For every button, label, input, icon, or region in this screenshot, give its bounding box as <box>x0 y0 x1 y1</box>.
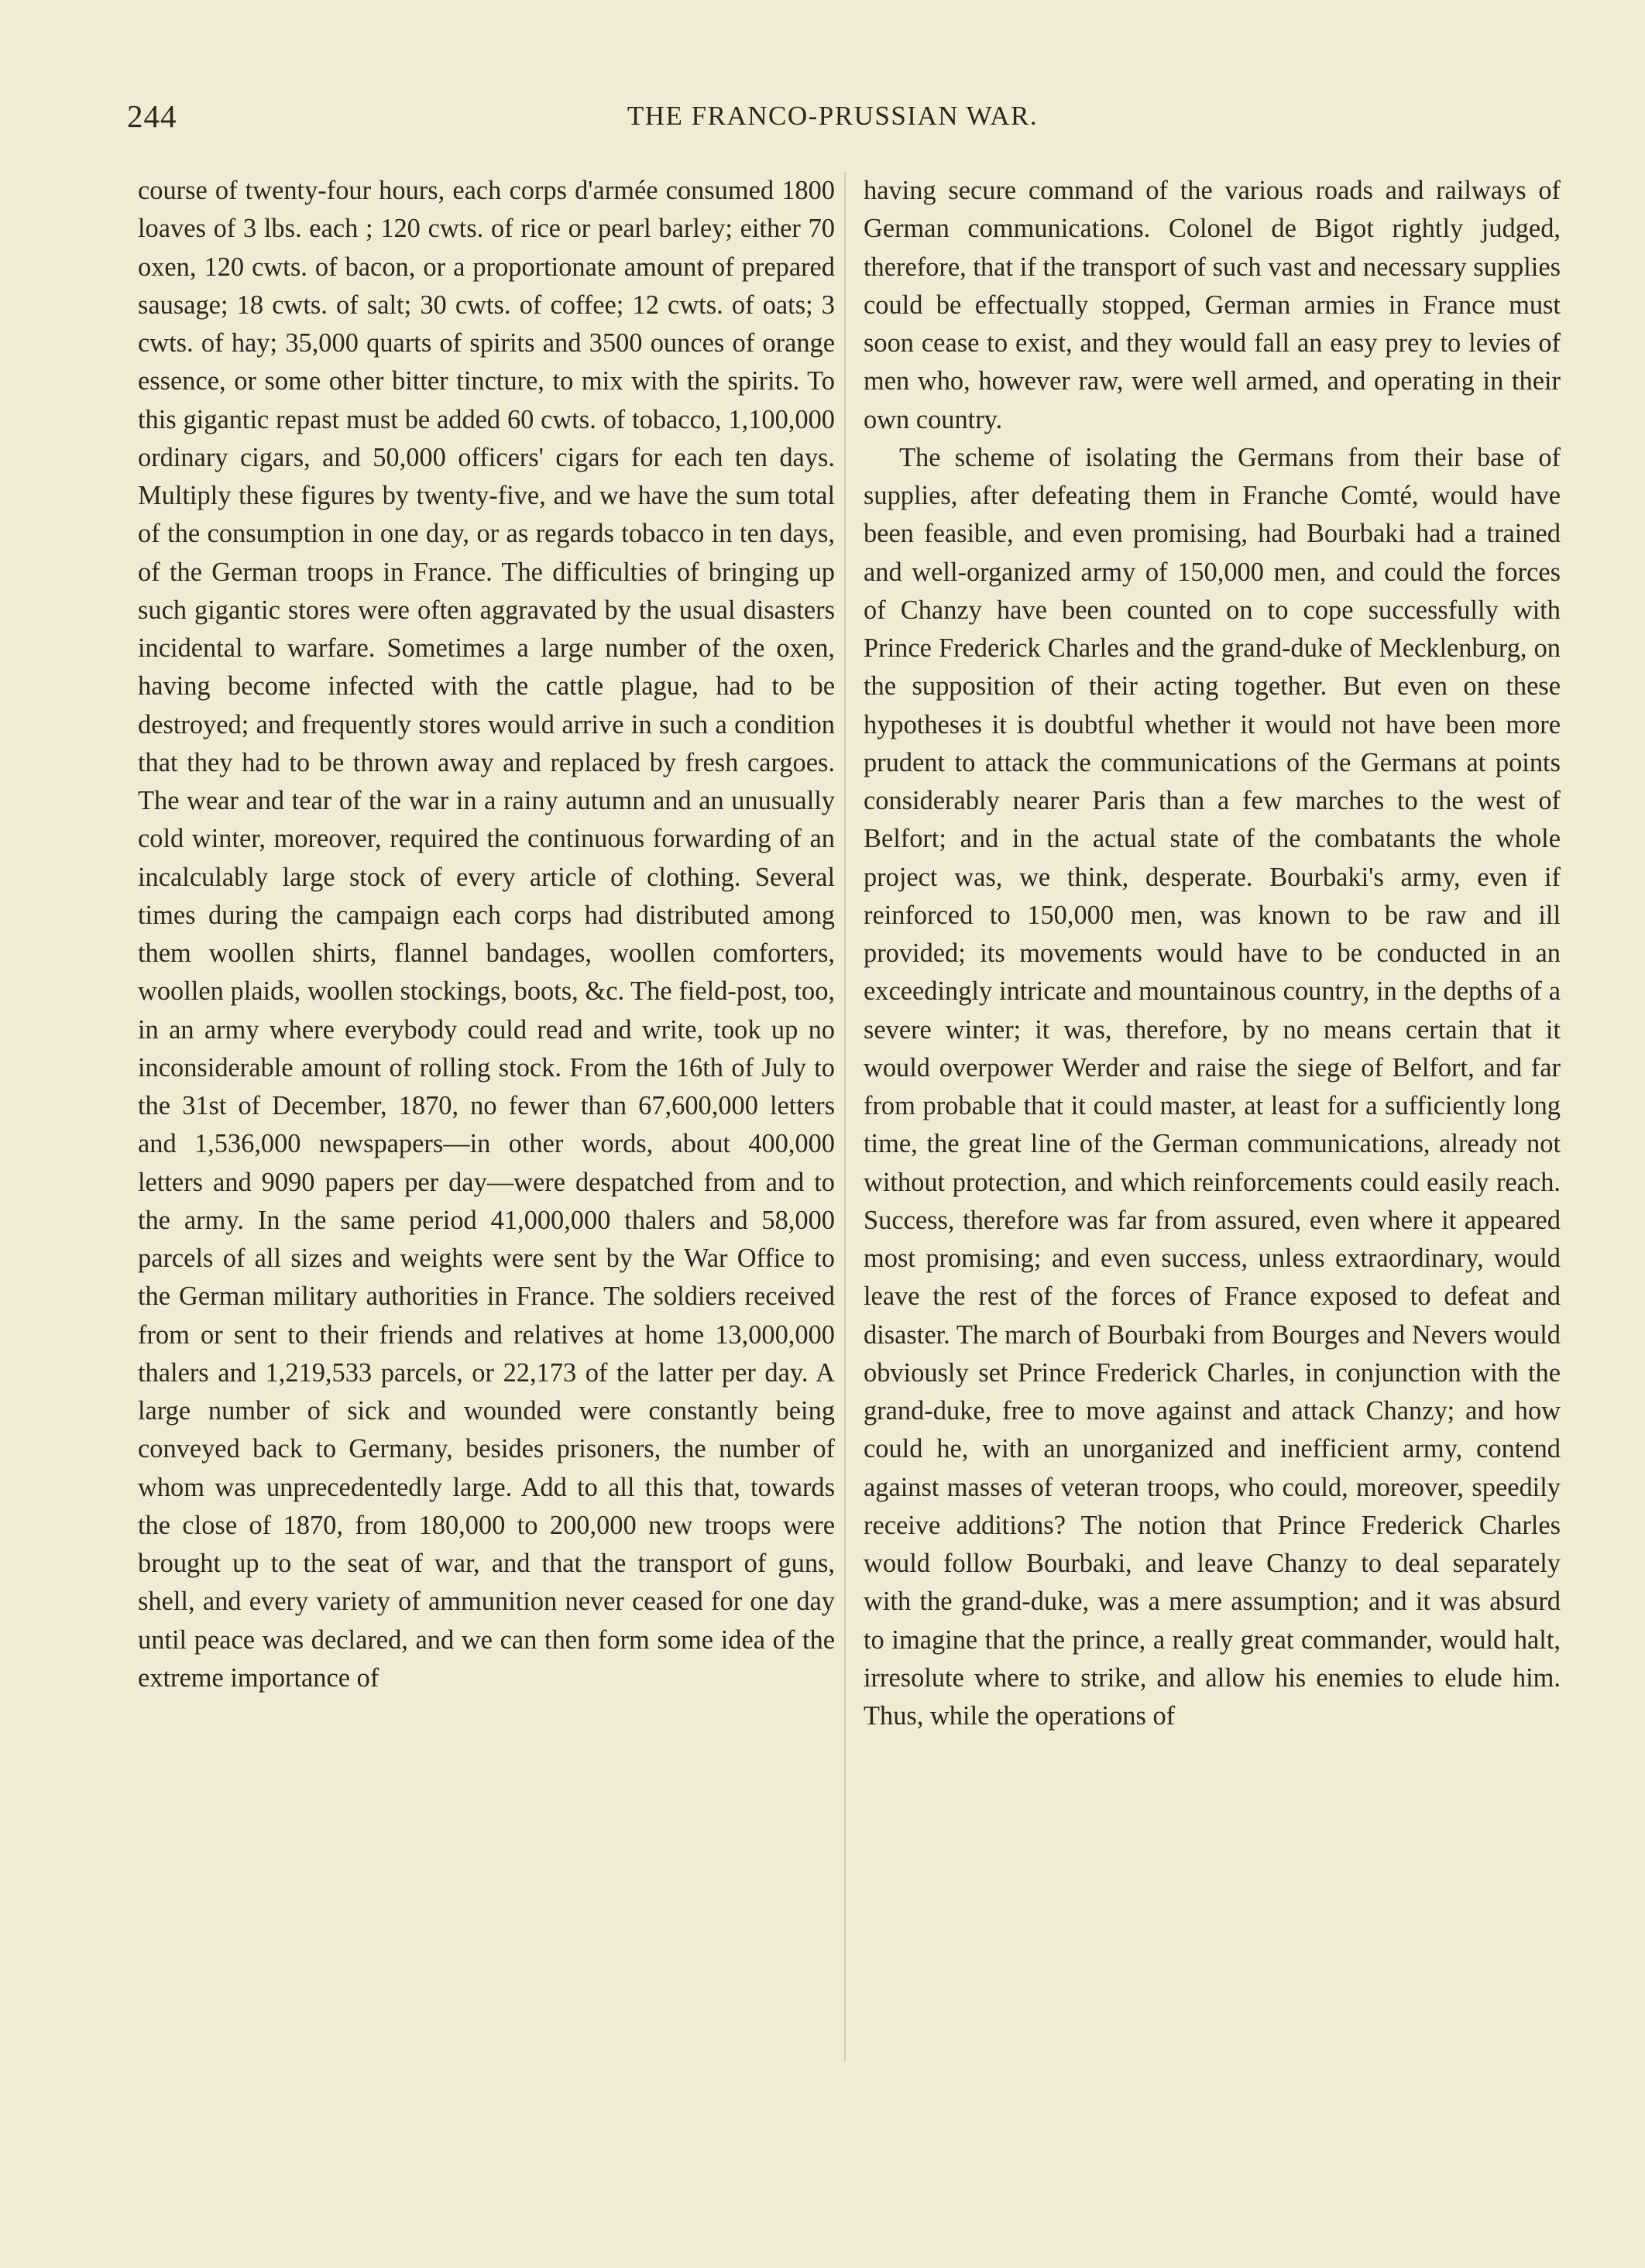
right-paragraph-1: having secure command of the various roads and railways of German communications. Colonel de Bigot rightly judged, therefore, that if the transport of such vast and necessary supplies could be effectually stopped, German armies in France must soon cease to exist, and they would fall an easy prey to levies of men who, however raw, were well armed, and operating in their own country. <box>864 176 1561 434</box>
running-title: THE FRANCO-PRUSSIAN WAR. <box>627 101 1039 131</box>
right-paragraph-2: The scheme of isolating the Germans from their base of supplies, after defeating them in Franche Comté, would have been feasible, and even promising, had Bourbaki had a trained and well-organized army of 150,000 men, and could the forces of Chanzy have been counted on to cope successfully with Prince Frederick Charles and the grand-duke of Mecklenburg, on the supposition of their acting together. But even on these hypotheses it is doubtful whether it would not have been more prudent to attack the communications of the Germans at points considerably nearer Paris than a few marches to the west of Belfort; and in the actual state of the combatants the whole project was, we think, desperate. Bourbaki's army, even if reinforced to 150,000 men, was known to be raw and ill provided; its movements would have to be conducted in an exceedingly intricate and mountainous country, in the depths of a severe winter; it was, therefore, by no means certain that it would overpower Werder and raise the siege of Belfort, and far from probable that it could master, at least for a sufficiently long time, the great line of the German communications, already not without protection, and which reinforcements could easily reach. Success, therefore was far from assured, even where it appeared most promising; and even success, unless extraordinary, would leave the rest of the forces of France exposed to defeat and disaster. The march of Bourbaki from Bourges and Nevers would obviously set Prince Frederick Charles, in conjunction with the grand-duke, free to move against and attack Chanzy; and how could he, with an unorganized and inefficient army, contend against masses of veteran troops, who could, moreover, speedily receive additions? The notion that Prince Frederick Charles would follow Bourbaki, and leave Chanzy to deal separately with the grand-duke, was a mere assumption; and it was absurd to imagine that the prince, a really great commander, would halt, irresolute where to strike, and allow his enemies to elude him. Thus, while the operations of <box>864 442 1561 1731</box>
left-column <box>138 172 835 1697</box>
left-paragraph-1: course of twenty-four hours, each corps d'armée consumed 1800 loaves of 3 lbs. each ; 120 cwts. of rice or pearl barley; either 70 oxen, 120 cwts. of bacon, or a proportionate amount of prepared sausage; 18 cwts. of salt; 30 cwts. of coffee; 12 cwts. of oats; 3 cwts. of hay; 35,000 quarts of spirits and 3500 ounces of orange essence, or some other bitter tincture, to mix with the spirits. To this gigantic repast must be added 60 cwts. of tobacco, 1,100,000 ordinary cigars, and 50,000 officers' cigars for each ten days. Multiply these figures by twenty-five, and we have the sum total of the consumption in one day, or as regards tobacco in ten days, of the German troops in France. The difficulties of bringing up such gigantic stores were often aggravated by the usual disasters incidental to warfare. Sometimes a large number of the oxen, having become infected with the cattle plague, had to be destroyed; and frequently stores would arrive in such a condition that they had to be thrown away and replaced by fresh cargoes. The wear and tear of the war in a rainy autumn and an unusually cold winter, moreover, required the continuous forwarding of an incalculably large stock of every article of clothing. Several times during the campaign each corps had distributed among them woollen shirts, flannel bandages, woollen comforters, woollen plaids, woollen stockings, boots, &c. The field-post, too, in an army where everybody could read and write, took up no inconsiderable amount of rolling stock. From the 16th of July to the 31st of December, 1870, no fewer than 67,600,000 letters and 1,536,000 newspapers—in other words, about 400,000 letters and 9090 papers per day—were despatched from and to the army. In the same period 41,000,000 thalers and 58,000 parcels of all sizes and weights were sent by the War Office to the German military authorities in France. The soldiers received from or sent to their friends and relatives at home 13,000,000 thalers and 1,219,533 parcels, or 22,173 of the latter per day. A large number of sick and wounded were constantly being conveyed back to Germany, besides prisoners, the number of whom was unprecedentedly large. Add to all this that, towards the close of 1870, from 180,000 to 200,000 new troops were brought up to the seat of war, and that the transport of guns, shell, and every variety of ammunition never ceased for one day until peace was declared, and we can then form some idea of the extreme importance of <box>138 176 835 1693</box>
page-number: 244 <box>127 98 177 134</box>
page-header <box>116 93 1549 147</box>
right-column <box>864 172 1561 1735</box>
column-divider <box>844 172 846 2061</box>
